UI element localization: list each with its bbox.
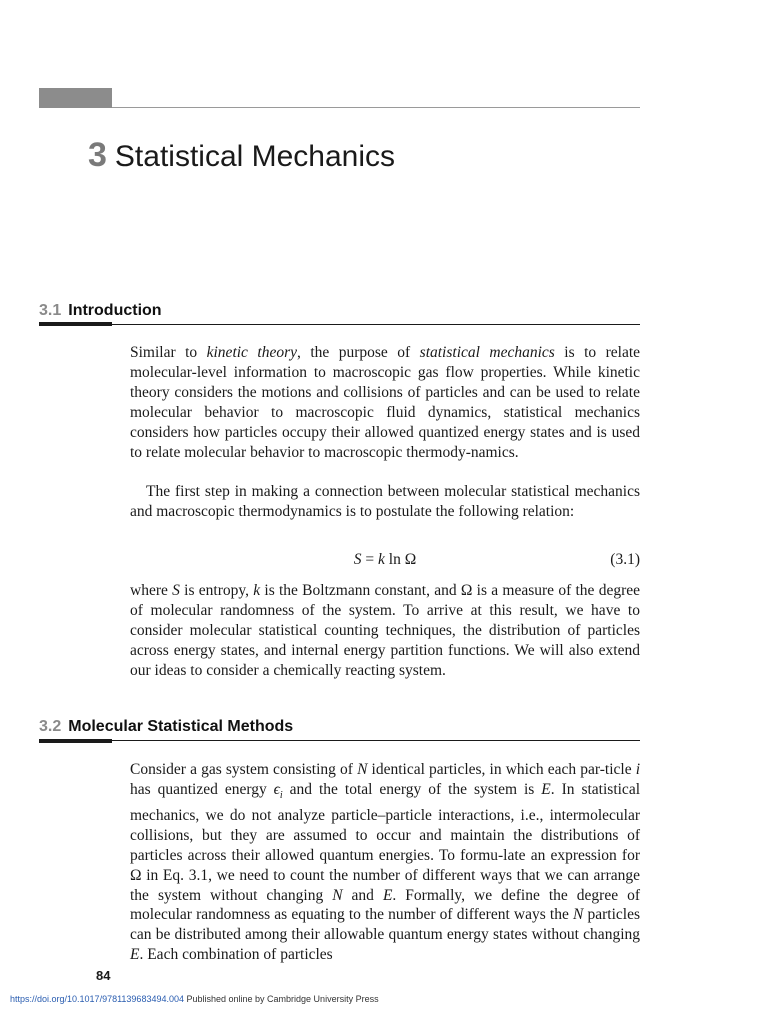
section-rule-accent [39, 322, 112, 326]
intro-paragraph-1: Similar to kinetic theory, the purpose of statistical mechanics is to relate molecular-level information to macroscopic gas flow properties. While kinetic theory considers the motions and collisions of particles and can be used to relate molecular behavior to macroscopic fluid dynamics, statistical mechanics considers how particles occupy their allowed quantized energy states and is used to relate molecular behavior to macroscopic thermody-namics. [130, 344, 641, 461]
section-title: Introduction [68, 302, 162, 319]
chapter-heading [88, 136, 395, 175]
chapter-number: 3 [88, 136, 107, 174]
intro-paragraph-2: The first step in making a connection between molecular statistical mechanics and macroscopic thermodynamics is to postulate the following relation: [130, 483, 640, 520]
publisher-note: Published online by Cambridge University Press [183, 994, 379, 1004]
section-heading-introduction [39, 302, 162, 320]
section-heading-molecular-statistical-methods [39, 718, 293, 736]
equation-body: S = k ln Ω [353, 551, 417, 568]
intro-paragraph-3: where S is entropy, k is the Boltzmann constant, and Ω is a measure of the degree of molecular randomness of the system. To arrive at this result, we have to consider molecular statistical counting techniques, the distribution of particles across energy states, and internal energy partition functions. We will also extend our ideas to consider a chemically reacting system. [130, 582, 640, 679]
section-number: 3.1 [39, 302, 62, 319]
methods-paragraph-1: Consider a gas system consisting of N identical particles, in which each par-ticle i has quantized energy $\epsilon_i$ and the total energy of the system is E. In statistical mechanics, we do not analyze particle–particle interactions, i.e., intermolecular collisions, but they are assumed to occur and maintain the distributions of particles across their allowed quantum energies. To formu-late an expression for Ω in Eq. 3.1, we need to count the number of different ways that we can arrange the system without changing N and E. Formally, we define the degree of molecular randomness as equating to the number of different ways the N particles can be distributed among their allowable quantum energy states without changing E. Each combination of particles [130, 761, 641, 964]
footer [10, 994, 379, 1004]
doi-link[interactable]: https://doi.org/10.1017/9781139683494.004 [10, 994, 184, 1004]
term-kinetic-theory: kinetic theory [206, 344, 297, 361]
section-rule-accent [39, 739, 112, 743]
section-rule [112, 324, 640, 325]
section-rule [112, 740, 640, 741]
chapter-rule [112, 107, 640, 108]
section-title: Molecular Statistical Methods [68, 718, 294, 735]
page-number: 84 [96, 968, 111, 983]
section-number: 3.2 [39, 718, 62, 735]
term-statistical-mechanics: statistical mechanics [419, 344, 555, 361]
chapter-title: Statistical Mechanics [114, 140, 396, 173]
equation-number: (3.1) [610, 551, 640, 568]
equation-3-1 [130, 551, 640, 571]
chapter-bar [39, 88, 112, 108]
